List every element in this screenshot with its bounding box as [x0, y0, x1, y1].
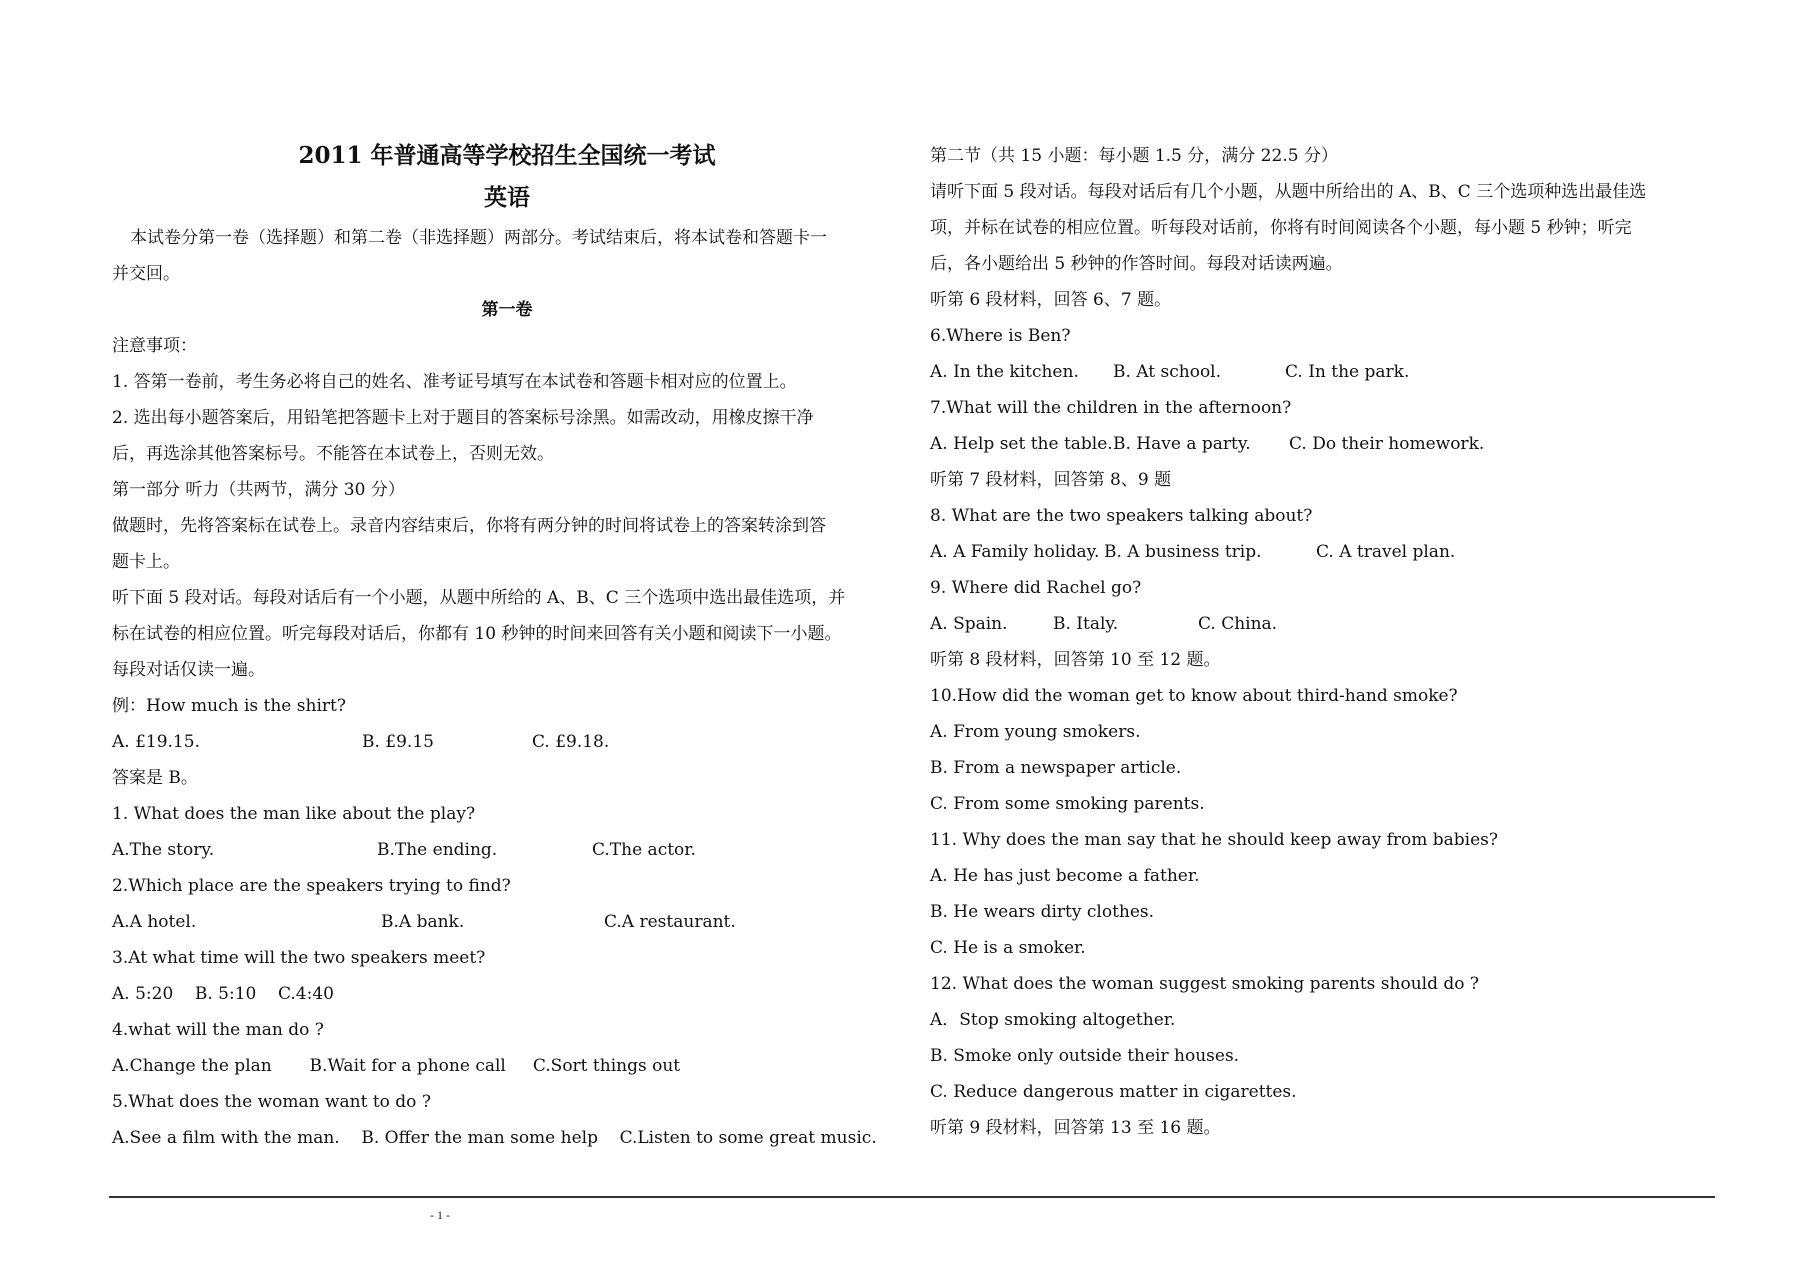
q11-option-b: B. He wears dirty clothes. [930, 902, 1155, 922]
question-6: 6.Where is Ben? [930, 326, 1071, 346]
intro-line-1: 本试卷分第一卷（选择题）和第二卷（非选择题）两部分。考试结束后，将本试卷和答题卡一 [130, 228, 827, 248]
question-7: 7.What will the children in the afternoon? [930, 398, 1292, 418]
question-1-options [112, 832, 902, 868]
instruction-1-line-2: 题卡上。 [112, 552, 180, 572]
q10-option-b: B. From a newspaper article. [930, 758, 1182, 778]
instruction-2-line-3: 每段对话仅读一遍。 [112, 660, 265, 680]
q9-option-a: A. Spain. [930, 614, 1008, 634]
example-option-b: B. £9.15 [362, 732, 434, 752]
exam-title: 2011 年普通高等学校招生全国统一考试 [298, 142, 716, 169]
q10-option-c: C. From some smoking parents. [930, 794, 1205, 814]
question-3: 3.At what time will the two speakers meet? [112, 948, 486, 968]
q1-option-c: C.The actor. [592, 840, 696, 860]
q8-option-c: C. A travel plan. [1316, 542, 1456, 562]
example-option-a: A. £19.15. [112, 732, 200, 752]
question-7-options [930, 426, 1720, 462]
material-9-heading: 听第 9 段材料，回答第 13 至 16 题。 [930, 1118, 1221, 1138]
exam-subject: 英语 [484, 184, 530, 211]
example-options [112, 724, 902, 760]
q7-option-c: C. Do their homework. [1289, 434, 1485, 454]
question-5-options: A.See a film with the man. B. Offer the man some help C.Listen to some great music. [112, 1128, 877, 1148]
q12-option-a: A．Stop smoking altogether. [930, 1010, 1176, 1030]
question-6-options [930, 354, 1720, 390]
footer-divider [109, 1196, 1715, 1198]
question-8: 8. What are the two speakers talking about? [930, 506, 1313, 526]
volume-heading: 第一卷 [481, 300, 533, 320]
question-4: 4.what will the man do ? [112, 1020, 324, 1040]
left-column [112, 138, 902, 1156]
note-2-line-1: 2. 选出每小题答案后，用铅笔把答题卡上对于题目的答案标号涂黑。如需改动，用橡皮擦干净 [112, 408, 814, 428]
instruction-1-line-1: 做题时，先将答案标在试卷上。录音内容结束后，你将有两分钟的时间将试卷上的答案转涂到答 [112, 516, 826, 536]
q9-option-c: C. China. [1198, 614, 1278, 634]
example-option-c: C. £9.18. [532, 732, 610, 752]
question-2-options [112, 904, 902, 940]
intro-line-2: 并交回。 [112, 264, 180, 284]
q11-option-a: A. He has just become a father. [930, 866, 1200, 886]
question-5: 5.What does the woman want to do ? [112, 1092, 431, 1112]
example-question: 例：How much is the shirt? [112, 696, 346, 716]
instruction-2-line-2: 标在试卷的相应位置。听完每段对话后，你都有 10 秒钟的时间来回答有关小题和阅读下一小题。 [112, 624, 842, 644]
material-8-heading: 听第 8 段材料，回答第 10 至 12 题。 [930, 650, 1221, 670]
material-7-heading: 听第 7 段材料，回答第 8、9 题 [930, 470, 1172, 490]
page-number: - 1 - [430, 1208, 450, 1222]
q7-option-b: B. Have a party. [1113, 434, 1251, 454]
q8-option-a: A. A Family holiday. [930, 542, 1100, 562]
section-two-instruction-1: 请听下面 5 段对话。每段对话后有几个小题，从题中所给出的 A、B、C 三个选项种选出最佳选 [930, 182, 1647, 202]
notes-heading: 注意事项： [112, 336, 197, 356]
q11-option-c: C. He is a smoker. [930, 938, 1086, 958]
part-one-heading: 第一部分 听力（共两节，满分 30 分） [112, 480, 405, 500]
question-3-options: A. 5:20 B. 5:10 C.4:40 [112, 984, 334, 1004]
question-9-options [930, 606, 1720, 642]
q8-option-b: B. A business trip. [1104, 542, 1262, 562]
q2-option-b: B.A bank. [381, 912, 465, 932]
q9-option-b: B. Italy. [1053, 614, 1119, 634]
right-column [930, 138, 1720, 1146]
q7-option-a: A. Help set the table. [930, 434, 1113, 454]
question-2: 2.Which place are the speakers trying to find? [112, 876, 511, 896]
note-1: 1. 答第一卷前，考生务必将自己的姓名、准考证号填写在本试卷和答题卡相对应的位置上。 [112, 372, 797, 392]
section-two-instruction-3: 后，各小题给出 5 秒钟的作答时间。每段对话读两遍。 [930, 254, 1343, 274]
q2-option-a: A.A hotel. [112, 912, 197, 932]
q6-option-c: C. In the park. [1285, 362, 1410, 382]
question-10: 10.How did the woman get to know about third-hand smoke? [930, 686, 1458, 706]
material-6-heading: 听第 6 段材料，回答 6、7 题。 [930, 290, 1172, 310]
example-answer: 答案是 B。 [112, 768, 198, 788]
question-1: 1. What does the man like about the play? [112, 804, 476, 824]
section-two-heading: 第二节（共 15 小题：每小题 1.5 分，满分 22.5 分） [930, 146, 1338, 166]
question-8-options [930, 534, 1720, 570]
section-two-instruction-2: 项，并标在试卷的相应位置。听每段对话前，你将有时间阅读各个小题，每小题 5 秒钟；听完 [930, 218, 1632, 238]
question-11: 11. Why does the man say that he should keep away from babies? [930, 830, 1498, 850]
q12-option-c: C. Reduce dangerous matter in cigarettes. [930, 1082, 1297, 1102]
question-4-options: A.Change the plan B.Wait for a phone call C.Sort things out [112, 1056, 681, 1076]
q1-option-b: B.The ending. [377, 840, 498, 860]
q6-option-a: A. In the kitchen. [930, 362, 1079, 382]
q2-option-c: C.A restaurant. [604, 912, 736, 932]
q6-option-b: B. At school. [1113, 362, 1222, 382]
q1-option-a: A.The story. [112, 840, 215, 860]
question-12: 12. What does the woman suggest smoking parents should do ? [930, 974, 1480, 994]
q10-option-a: A. From young smokers. [930, 722, 1141, 742]
q12-option-b: B. Smoke only outside their houses. [930, 1046, 1240, 1066]
note-2-line-2: 后，再选涂其他答案标号。不能答在本试卷上，否则无效。 [112, 444, 554, 464]
instruction-2-line-1: 听下面 5 段对话。每段对话后有一个小题，从题中所给的 A、B、C 三个选项中选出最佳选项，并 [112, 588, 846, 608]
question-9: 9. Where did Rachel go? [930, 578, 1142, 598]
